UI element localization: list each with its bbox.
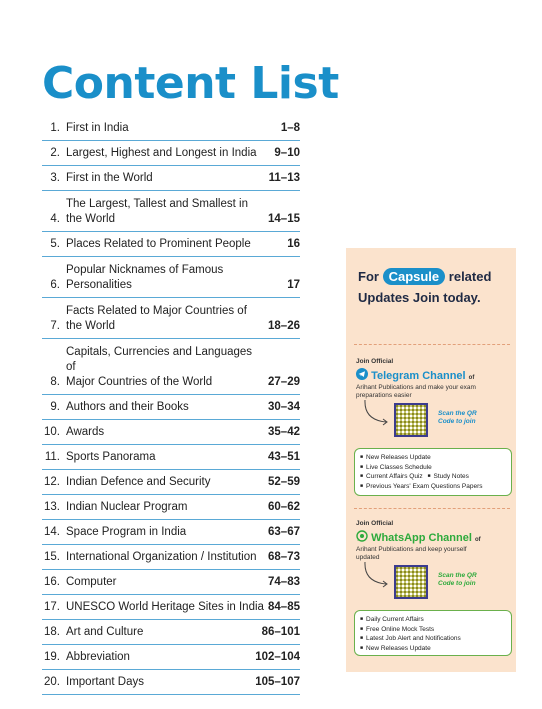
toc-title-line: First in India (66, 122, 129, 134)
whatsapp-scan-text: Scan the QR Code to join (438, 572, 477, 587)
toc-number: 17. (44, 601, 60, 613)
toc-title-line: Important Days (66, 676, 144, 688)
toc-number: 14. (44, 526, 60, 538)
toc-title (66, 475, 264, 490)
telegram-subtext: Arihant Publications and make your exam preparations easier (356, 384, 476, 399)
toc-row[interactable] (42, 620, 300, 645)
toc-page-range: 18–26 (268, 320, 300, 332)
toc-title (66, 237, 283, 252)
toc-page-range: 16 (287, 238, 300, 250)
toc-number: 4. (50, 213, 60, 225)
toc-title (66, 345, 264, 390)
list-item: ■ Free Online Mock Tests (360, 625, 506, 635)
toc-page-range: 30–34 (268, 401, 300, 413)
toc-title-line: Space Program in India (66, 526, 187, 538)
toc-page-range: 68–73 (268, 551, 300, 563)
telegram-scan-text: Scan the QR Code to join (438, 410, 477, 425)
toc-number: 3. (50, 172, 60, 184)
toc-page-range: 27–29 (268, 376, 300, 388)
toc-title-line: Authors and their Books (66, 401, 189, 413)
toc-row[interactable] (42, 545, 300, 570)
toc-title-line: Abbreviation (66, 651, 130, 663)
toc-page-range: 17 (287, 279, 300, 291)
toc-number: 9. (50, 401, 60, 413)
toc-page-range: 35–42 (268, 426, 300, 438)
toc-title (66, 575, 264, 590)
whatsapp-qr-code[interactable] (394, 565, 428, 599)
toc-number: 13. (44, 501, 60, 513)
toc-number: 18. (44, 626, 60, 638)
toc-row[interactable] (42, 232, 300, 257)
whatsapp-benefits-box (354, 610, 512, 656)
table-of-contents (42, 116, 300, 695)
toc-title (66, 675, 251, 690)
promo-panel (346, 248, 516, 672)
toc-page-range: 14–15 (268, 213, 300, 225)
toc-row[interactable] (42, 570, 300, 595)
toc-title (66, 304, 264, 334)
telegram-benefits-box (354, 448, 512, 496)
toc-title-line: Popular Nicknames of Famous (66, 264, 224, 276)
toc-row[interactable] (42, 257, 300, 298)
toc-title-line: First in the World (66, 172, 153, 184)
toc-title (66, 121, 277, 136)
toc-row[interactable] (42, 495, 300, 520)
promo-heading: For Capsule related Updates Join today. (358, 269, 492, 305)
toc-number: 16. (44, 576, 60, 588)
toc-title (66, 600, 264, 615)
toc-title-line: Computer (66, 576, 117, 588)
list-item: ■ Previous Years' Exam Questions Papers (360, 482, 506, 492)
toc-title-line: Capitals, Currencies and Languages of (66, 346, 253, 373)
toc-page-range: 105–107 (255, 676, 300, 688)
list-item: ■ New Releases Update (360, 644, 506, 654)
toc-row[interactable] (42, 116, 300, 141)
toc-title (66, 146, 270, 161)
list-item: ■ Live Classes Schedule (360, 463, 506, 473)
toc-title (66, 625, 258, 640)
telegram-qr-code[interactable] (394, 403, 428, 437)
toc-title (66, 197, 264, 227)
telegram-icon (356, 370, 371, 382)
toc-page-range: 86–101 (261, 626, 300, 638)
toc-title-line: Sports Panorama (66, 451, 156, 463)
list-item: ■ New Releases Update (360, 453, 506, 463)
toc-row[interactable] (42, 595, 300, 620)
toc-title-line: the World (66, 213, 116, 225)
list-item: ■ Latest Job Alert and Notifications (360, 634, 506, 644)
toc-page-range: 9–10 (274, 147, 300, 159)
toc-title-line: Largest, Highest and Longest in India (66, 147, 257, 159)
toc-title (66, 263, 283, 293)
toc-title (66, 650, 251, 665)
toc-title-line: Indian Nuclear Program (66, 501, 188, 513)
toc-row[interactable] (42, 191, 300, 232)
toc-number: 6. (50, 279, 60, 291)
capsule-badge: Capsule (383, 268, 446, 285)
divider (354, 508, 510, 509)
toc-title-line: UNESCO World Heritage Sites in India (66, 601, 264, 613)
toc-page-range: 63–67 (268, 526, 300, 538)
toc-title (66, 525, 264, 540)
toc-number: 8. (50, 376, 60, 388)
toc-row[interactable] (42, 670, 300, 695)
toc-row[interactable] (42, 395, 300, 420)
toc-page-range: 102–104 (255, 651, 300, 663)
page-title: Content List (42, 58, 339, 109)
toc-title-line: Awards (66, 426, 105, 438)
toc-row[interactable] (42, 298, 300, 339)
arrow-icon (362, 398, 392, 428)
toc-title-line: Facts Related to Major Countries of (66, 305, 247, 317)
arrow-icon (362, 560, 392, 590)
toc-title-line: International Organization / Institution (66, 551, 257, 563)
toc-number: 1. (50, 122, 60, 134)
list-item: ■ Daily Current Affairs (360, 615, 506, 625)
toc-title-line: Personalities (66, 279, 132, 291)
toc-row[interactable] (42, 470, 300, 495)
toc-title-line: Major Countries of the World (66, 376, 213, 388)
toc-title (66, 550, 264, 565)
toc-title-line: Indian Defence and Security (66, 476, 211, 488)
whatsapp-subtext: Arihant Publications and keep yourself updated (356, 546, 467, 561)
toc-row[interactable] (42, 339, 300, 395)
toc-number: 19. (44, 651, 60, 663)
whatsapp-icon (356, 532, 371, 544)
divider (354, 344, 510, 345)
whatsapp-join-label: Join Official (356, 520, 394, 527)
toc-title-line: The Largest, Tallest and Smallest in (66, 198, 248, 210)
toc-row[interactable] (42, 445, 300, 470)
toc-title (66, 500, 264, 515)
toc-number: 20. (44, 676, 60, 688)
toc-title (66, 400, 264, 415)
toc-title (66, 171, 265, 186)
toc-page-range: 74–83 (268, 576, 300, 588)
toc-page-range: 52–59 (268, 476, 300, 488)
toc-number: 5. (50, 238, 60, 250)
toc-number: 7. (50, 320, 60, 332)
toc-page-range: 1–8 (280, 122, 300, 134)
toc-title-line: Places Related to Prominent People (66, 238, 251, 250)
toc-number: 2. (50, 147, 60, 159)
toc-page-range: 11–13 (268, 172, 300, 184)
toc-number: 11. (44, 451, 60, 463)
toc-row[interactable] (42, 645, 300, 670)
toc-title-line: Art and Culture (66, 626, 144, 638)
toc-number: 10. (44, 426, 60, 438)
list-item: ■ Current Affairs Quiz (360, 473, 423, 480)
toc-number: 12. (44, 476, 60, 488)
toc-page-range: 43–51 (268, 451, 300, 463)
toc-row[interactable] (42, 420, 300, 445)
toc-number: 15. (44, 551, 60, 563)
toc-page-range: 60–62 (268, 501, 300, 513)
toc-row[interactable] (42, 166, 300, 191)
toc-row[interactable] (42, 141, 300, 166)
toc-title (66, 450, 264, 465)
toc-row[interactable] (42, 520, 300, 545)
toc-page-range: 84–85 (268, 601, 300, 613)
telegram-channel-heading: Telegram Channel of (356, 368, 474, 382)
whatsapp-channel-heading: WhatsApp Channel of (356, 530, 481, 544)
telegram-join-label: Join Official (356, 358, 394, 365)
toc-title-line: the World (66, 320, 116, 332)
list-item: ■ Study Notes (427, 473, 468, 480)
toc-title (66, 425, 264, 440)
